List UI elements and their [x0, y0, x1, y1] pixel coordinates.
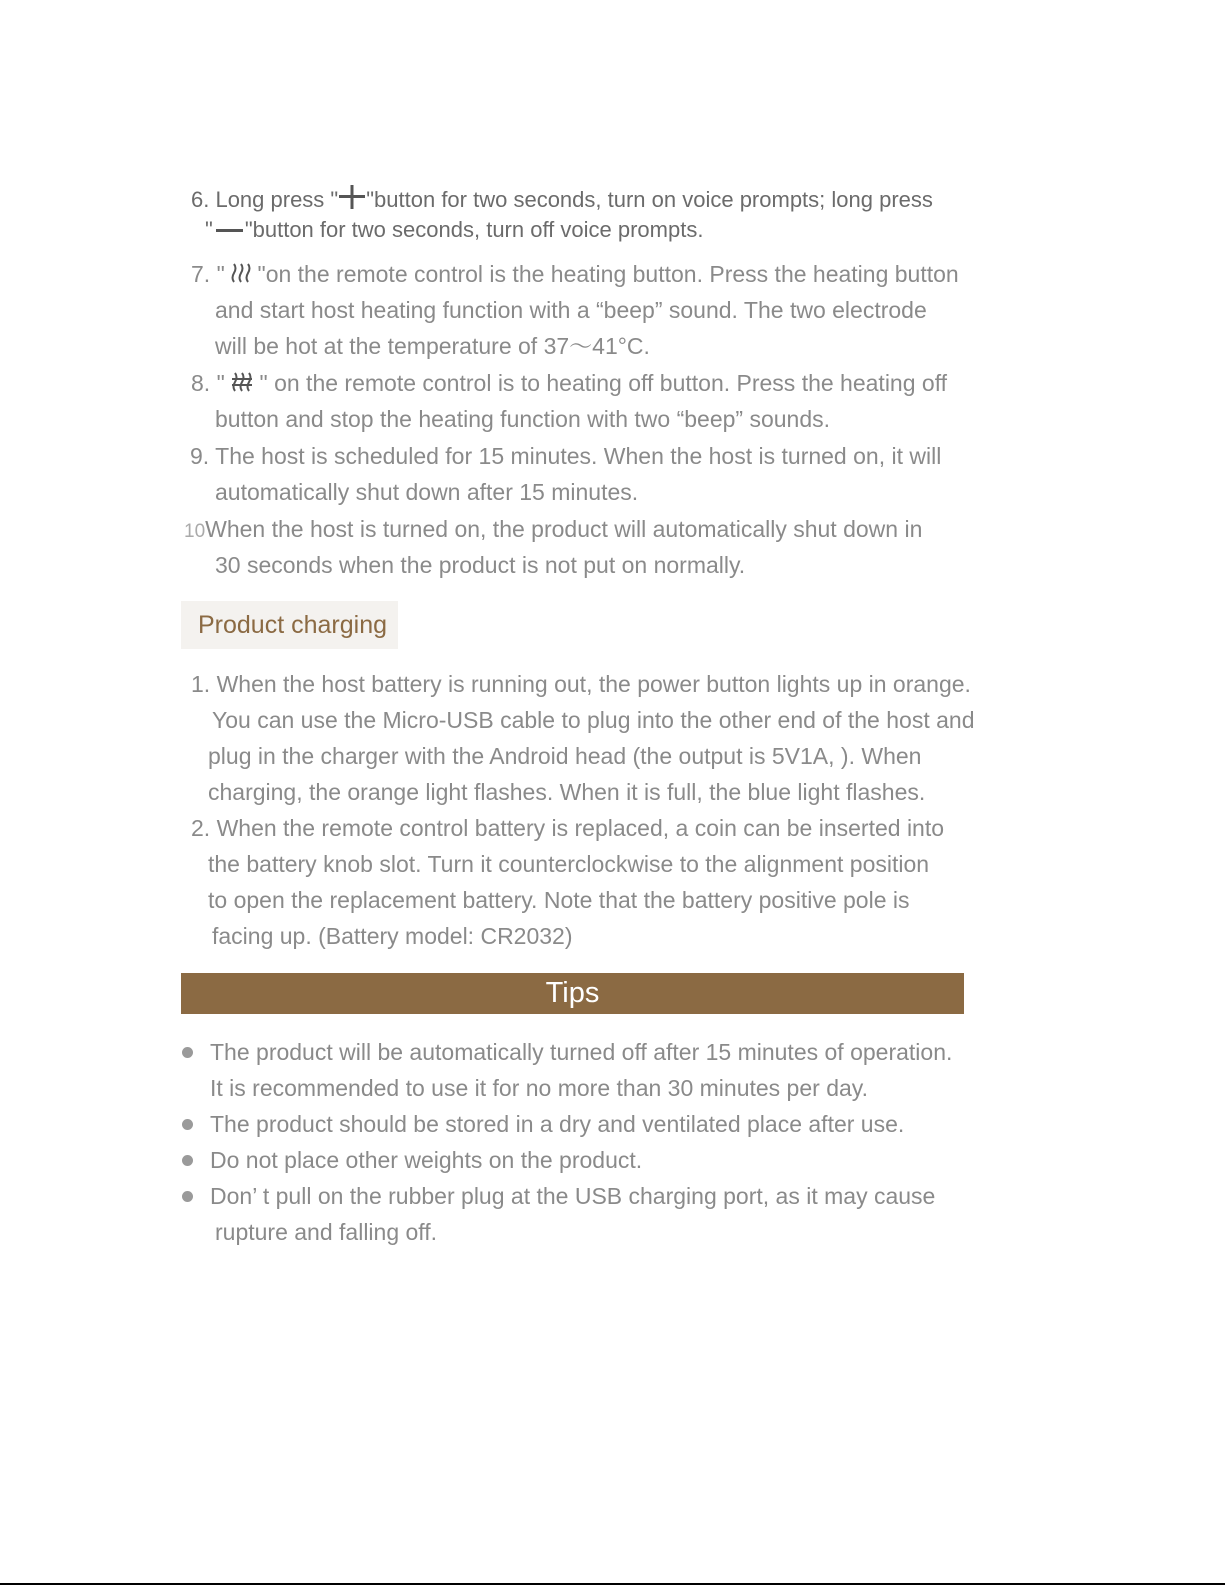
charging-2-line-2: the battery knob slot. Turn it counterclockwise to the alignment position — [208, 851, 930, 877]
step-10-text: When the host is turned on, the product will automatically shut down in — [205, 516, 923, 542]
step-9-line-2: automatically shut down after 15 minutes. — [215, 479, 639, 505]
step-7-line-2: and start host heating function with a “beep” sound. The two electrode — [215, 297, 927, 323]
charging-2-line-1: 2. When the remote control battery is replaced, a coin can be inserted into — [191, 815, 945, 841]
step-7-line-1 — [191, 259, 959, 291]
step-6-text-b: "button for two seconds, turn on voice prompts; long press — [366, 187, 933, 212]
charging-1-line-2: You can use the Micro-USB cable to plug into the other end of the host and — [212, 707, 975, 733]
step-6-line-1 — [191, 185, 933, 217]
step-8-number: 8. — [191, 370, 211, 396]
charging-1-line-4: charging, the orange light flashes. When it is full, the blue light flashes. — [208, 779, 926, 805]
charging-1-line-3: plug in the charger with the Android head (the output is 5V1A, ). When — [208, 743, 922, 769]
step-10-line-1 — [184, 514, 922, 547]
charging-1-line-1: 1. When the host battery is running out, the power button lights up in orange. — [191, 671, 971, 697]
tip-1-line-2: It is recommended to use it for no more than 30 minutes per day. — [210, 1075, 868, 1101]
charging-2-line-4: facing up. (Battery model: CR2032) — [212, 923, 573, 949]
tips-heading: Tips — [181, 973, 964, 1014]
charging-2-line-3: to open the replacement battery. Note that the battery positive pole is — [208, 887, 910, 913]
bullet-2-dot — [182, 1119, 193, 1130]
step-8-text: " on the remote control is to heating off button. Press the heating off — [253, 370, 948, 396]
step-8-line-2: button and stop the heating function with two “beep” sounds. — [215, 406, 831, 432]
step-6-line-2 — [205, 215, 703, 247]
tip-1-line-1: The product will be automatically turned off after 15 minutes of operation. — [210, 1039, 953, 1065]
step-6-text-c: " — [205, 217, 213, 242]
step-10-line-2: 30 seconds when the product is not put on normally. — [215, 552, 746, 578]
tip-3: Do not place other weights on the product. — [210, 1147, 643, 1173]
step-8-quote: " — [216, 370, 232, 396]
step-7-quote: " — [216, 261, 232, 287]
step-9-line-1: 9. The host is scheduled for 15 minutes. When the host is turned on, it will — [190, 443, 942, 469]
product-charging-heading: Product charging — [181, 601, 398, 649]
plus-icon — [338, 185, 366, 217]
step-8-line-1 — [191, 368, 947, 400]
step-7-number: 7. — [191, 261, 211, 287]
step-10-number: 10 — [184, 521, 206, 542]
tip-2: The product should be stored in a dry and ventilated place after use. — [210, 1111, 905, 1137]
bullet-3-dot — [182, 1155, 193, 1166]
minus-icon — [213, 215, 245, 247]
step-6-text-d: "button for two seconds, turn off voice prompts. — [244, 217, 704, 242]
step-7-text: "on the remote control is the heating button. Press the heating button — [251, 261, 959, 287]
bullet-4-dot — [182, 1191, 193, 1202]
tip-4-line-1: Don’ t pull on the rubber plug at the USB charging port, as it may cause — [210, 1183, 936, 1209]
tip-4-line-2: rupture and falling off. — [215, 1219, 438, 1245]
heating-off-icon — [231, 370, 253, 400]
heating-icon — [231, 261, 251, 291]
step-7-line-3: will be hot at the temperature of 37～41°C. — [215, 333, 650, 359]
step-6-text-a: 6. Long press " — [191, 187, 339, 212]
bullet-1-dot — [182, 1047, 193, 1058]
